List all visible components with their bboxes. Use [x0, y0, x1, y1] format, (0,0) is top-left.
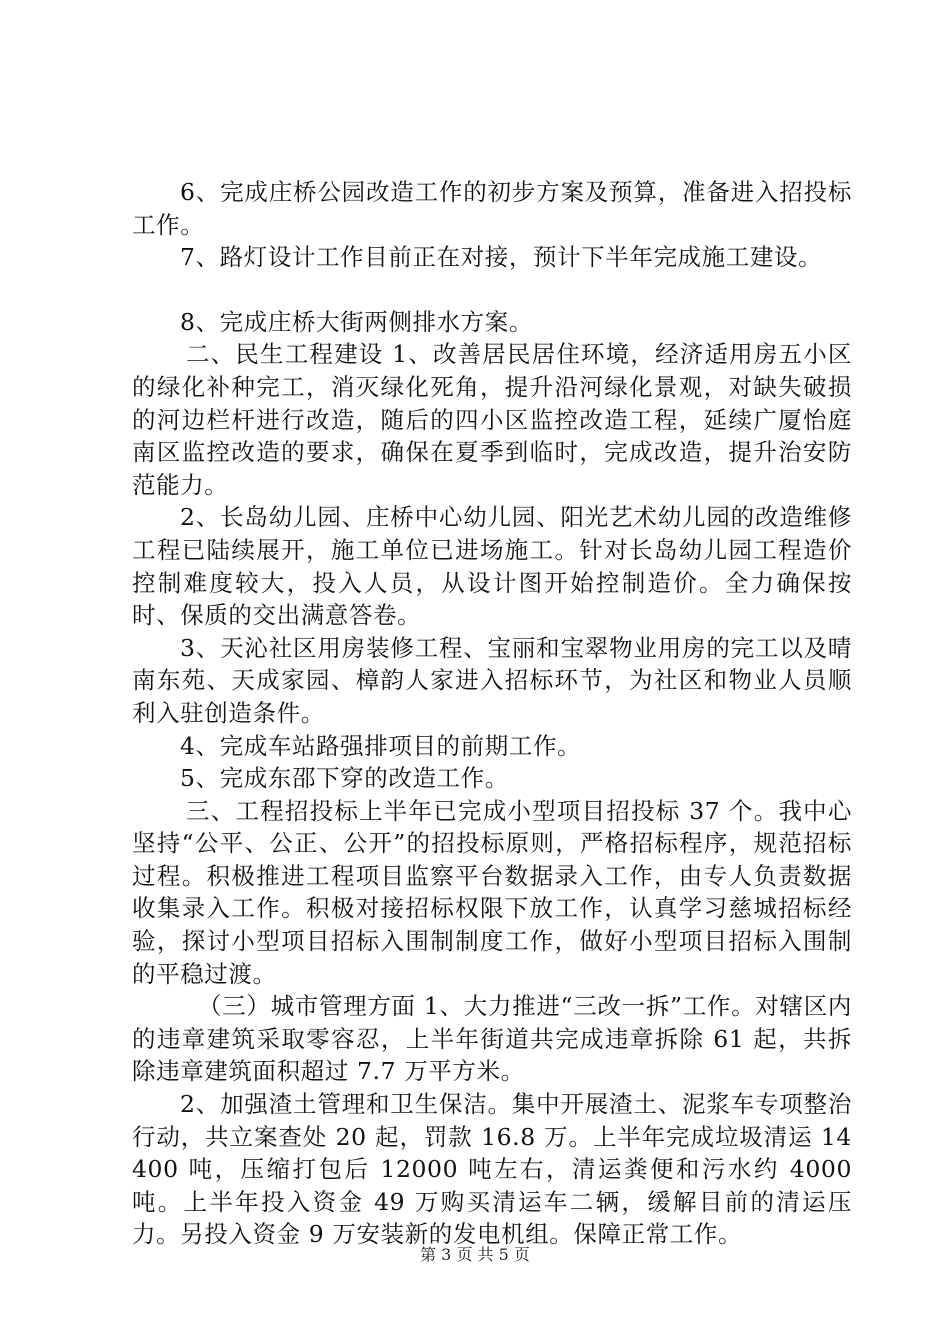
paragraph-muck-sanitation: 2、加强渣土管理和卫生保洁。集中开展渣土、泥浆车专项整治行动，共立案查处 20 起，罚款 16.8 万。上半年完成垃圾清运 14400 吨，压缩打包后 12000 吨左右，清运粪便和污水约 4000 吨。上半年投入资金 49 万购买清运车二辆，缓解目前的清运压力。另投入资金 9 万安装新的发电机组。保障正常工作。	[132, 1090, 852, 1249]
paragraph-8-drainage-plan: 8、完成庄桥大街两侧排水方案。	[180, 307, 533, 336]
paragraph-kindergarten-renovation: 2、长岛幼儿园、庄桥中心幼儿园、阳光艺术幼儿园的改造维修工程已陆续展开，施工单位已进场施工。针对长岛幼儿园工程造价控制难度较大，投入人员，从设计图开始控制造价。全力确保按时、保质的交出满意答卷。	[132, 503, 852, 630]
document-body	[132, 176, 852, 1251]
paragraph-7-streetlight-design: 7、路灯设计工作目前正在对接，预计下半年完成施工建设。	[180, 243, 823, 272]
paragraph-community-housing: 3、天沁社区用房装修工程、宝丽和宝翠物业用房的完工以及晴南东苑、天成家园、樟韵人家进入招标环节，为社区和物业人员顺利入驻创造条件。	[132, 633, 852, 727]
paragraph-city-management: （三）城市管理方面 1、大力推进“三改一拆”工作。对辖区内的违章建筑采取零容忍，上半年街道共完成违章拆除 61 起，共拆除违章建筑面积超过 7.7 万平方米。	[132, 992, 852, 1086]
paragraph-6-park-renovation: 6、完成庄桥公园改造工作的初步方案及预算，准备进入招投标工作。	[132, 178, 852, 239]
paragraph-station-road-drainage: 4、完成车站路强排项目的前期工作。	[180, 731, 582, 760]
paragraph-bidding: 三、工程招投标上半年已完成小型项目招投标 37 个。我中心坚持“公平、公正、公开”的招投标原则，严格招标程序，规范招标过程。积极推进工程项目监察平台数据录入工作，由专人负责数据收集录入工作。积极对接招标权限下放工作，认真学习慈城招标经验，探讨小型项目招标入围制制度工作，做好小型项目招标入围制的平稳过渡。	[132, 796, 852, 988]
paragraph-dongshao-underpass: 5、完成东邵下穿的改造工作。	[180, 764, 509, 793]
page-number-footer: 第 3 页 共 5 页	[420, 1245, 530, 1264]
paragraph-livelihood-projects: 二、民生工程建设 1、改善居民居住环境，经济适用房五小区的绿化补种完工，消灭绿化死角，提升沿河绿化景观，对缺失破损的河边栏杆进行改造，随后的四小区监控改造工程，延续广厦怡庭南区监控改造的要求，确保在夏季到临时，完成改造，提升治安防范能力。	[132, 340, 852, 499]
